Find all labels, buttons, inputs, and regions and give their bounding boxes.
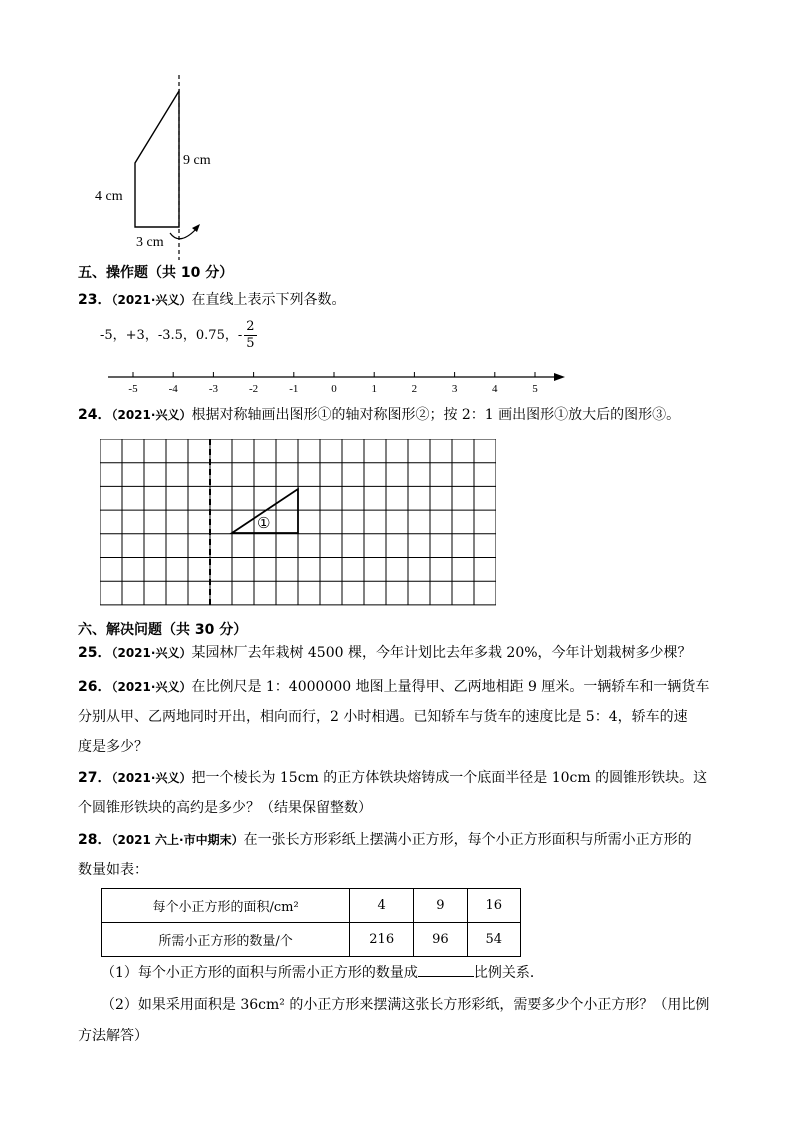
trapezoid-figure [80, 75, 240, 260]
question-text: 在直线上表示下列各数。 [191, 292, 346, 308]
answer-blank[interactable] [418, 962, 474, 977]
table-cell: 216 [350, 923, 414, 957]
table-cell: 54 [467, 923, 520, 957]
tick-label: -2 [249, 383, 259, 395]
fraction-denominator: 5 [246, 336, 255, 351]
sub-question-text-end: 比例关系． [473, 965, 544, 981]
question-28-line-2: 数量如表： [78, 862, 148, 878]
question-text: 某园林厂去年栽树 4500 棵，今年计划比去年多栽 20%，今年计划栽树多少棵？ [191, 645, 692, 661]
number-line-ticks [128, 372, 538, 395]
question-source: （2021 六上·市中期末） [111, 833, 244, 847]
number-line [100, 365, 570, 395]
question-source: （2021·兴义） [111, 646, 192, 660]
question-source: （2021·兴义） [111, 408, 192, 422]
table-cell: 4 [350, 889, 414, 923]
row-header: 每个小正方形的面积/cm² [102, 889, 350, 923]
tick-label: -3 [208, 383, 218, 395]
table-cell: 96 [414, 923, 467, 957]
question-text-line-1: 在一张长方形彩纸上摆满小正方形，每个小正方形面积与所需小正方形的 [243, 832, 692, 848]
tick-label: 0 [331, 383, 337, 395]
label-4cm: 4 cm [95, 189, 123, 204]
question-number: 24． [78, 407, 112, 423]
label-3cm: 3 cm [136, 235, 164, 250]
sub-question-text: （1）每个小正方形的面积与所需小正方形的数量成 [101, 965, 418, 981]
section-6-title: 六、解决问题（共 30 分） [78, 622, 248, 638]
table-cell: 16 [467, 889, 520, 923]
label-9cm: 9 cm [183, 153, 211, 168]
question-28-sub-2: （2）如果采用面积是 36cm² 的小正方形来摆满这张长方形彩纸，需要多少个小正方形？（用比例 [101, 997, 710, 1013]
question-number: 25． [78, 645, 112, 661]
tick-label: -5 [128, 383, 138, 395]
question-27 [78, 768, 707, 788]
table-cell: 9 [414, 889, 467, 923]
tick-label: 4 [492, 383, 498, 395]
question-28 [78, 830, 692, 850]
tick-label: 5 [532, 383, 538, 395]
question-26-line-2: 分别从甲、乙两地同时开出，相向而行，2 小时相遇。已知轿车与货车的速度比是 5：4，轿车的速 [78, 709, 688, 725]
table-row [102, 889, 521, 923]
tick-label: -1 [289, 383, 299, 395]
tick-label: 3 [451, 383, 458, 395]
trapezoid-shape [135, 91, 179, 227]
question-number: 28． [78, 832, 112, 848]
question-23 [78, 290, 345, 310]
question-source: （2021·兴义） [111, 293, 192, 307]
question-27-line-2: 个圆锥形铁块的高约是多少？（结果保留整数） [78, 800, 372, 816]
question-26 [78, 677, 709, 697]
question-28-sub-2-line-2: 方法解答） [78, 1028, 148, 1044]
row-header: 所需小正方形的数量/个 [102, 923, 350, 957]
triangle-label: ① [257, 514, 271, 532]
question-26-line-3: 度是多少？ [78, 739, 148, 755]
data-table [101, 888, 521, 957]
tick-label: 1 [371, 383, 377, 395]
question-text-line-1: 把一个棱长为 15cm 的正方体铁块熔铸成一个底面半径是 10cm 的圆锥形铁块。这 [191, 770, 708, 786]
question-source: （2021·兴义） [111, 771, 192, 785]
section-5-title: 五、操作题（共 10 分） [78, 265, 234, 281]
question-number: 23． [78, 292, 112, 308]
rotation-arrow-head [192, 224, 200, 232]
grid-figure [100, 439, 496, 607]
question-28-sub-1 [101, 962, 544, 983]
fraction-numerator: 2 [246, 319, 255, 334]
question-24 [78, 405, 680, 425]
question-text-line-1: 在比例尺是 1：4000000 地图上量得甲、乙两地相距 9 厘米。一辆轿车和一辆货车 [191, 679, 710, 695]
fraction [244, 319, 256, 352]
tick-label: 2 [411, 383, 418, 395]
q23-number-list [100, 318, 257, 354]
question-text: 根据对称轴画出图形①的轴对称图形②；按 2：1 画出图形①放大后的图形③。 [191, 407, 681, 423]
question-25 [78, 643, 692, 663]
question-number: 27． [78, 770, 112, 786]
question-number: 26． [78, 679, 112, 695]
number-line-arrow [554, 373, 565, 381]
tick-label: -4 [168, 383, 178, 395]
number-list-text: -5，+3，-3.5，0.75，- [100, 328, 243, 343]
table-row [102, 923, 521, 957]
question-source: （2021·兴义） [111, 680, 192, 694]
